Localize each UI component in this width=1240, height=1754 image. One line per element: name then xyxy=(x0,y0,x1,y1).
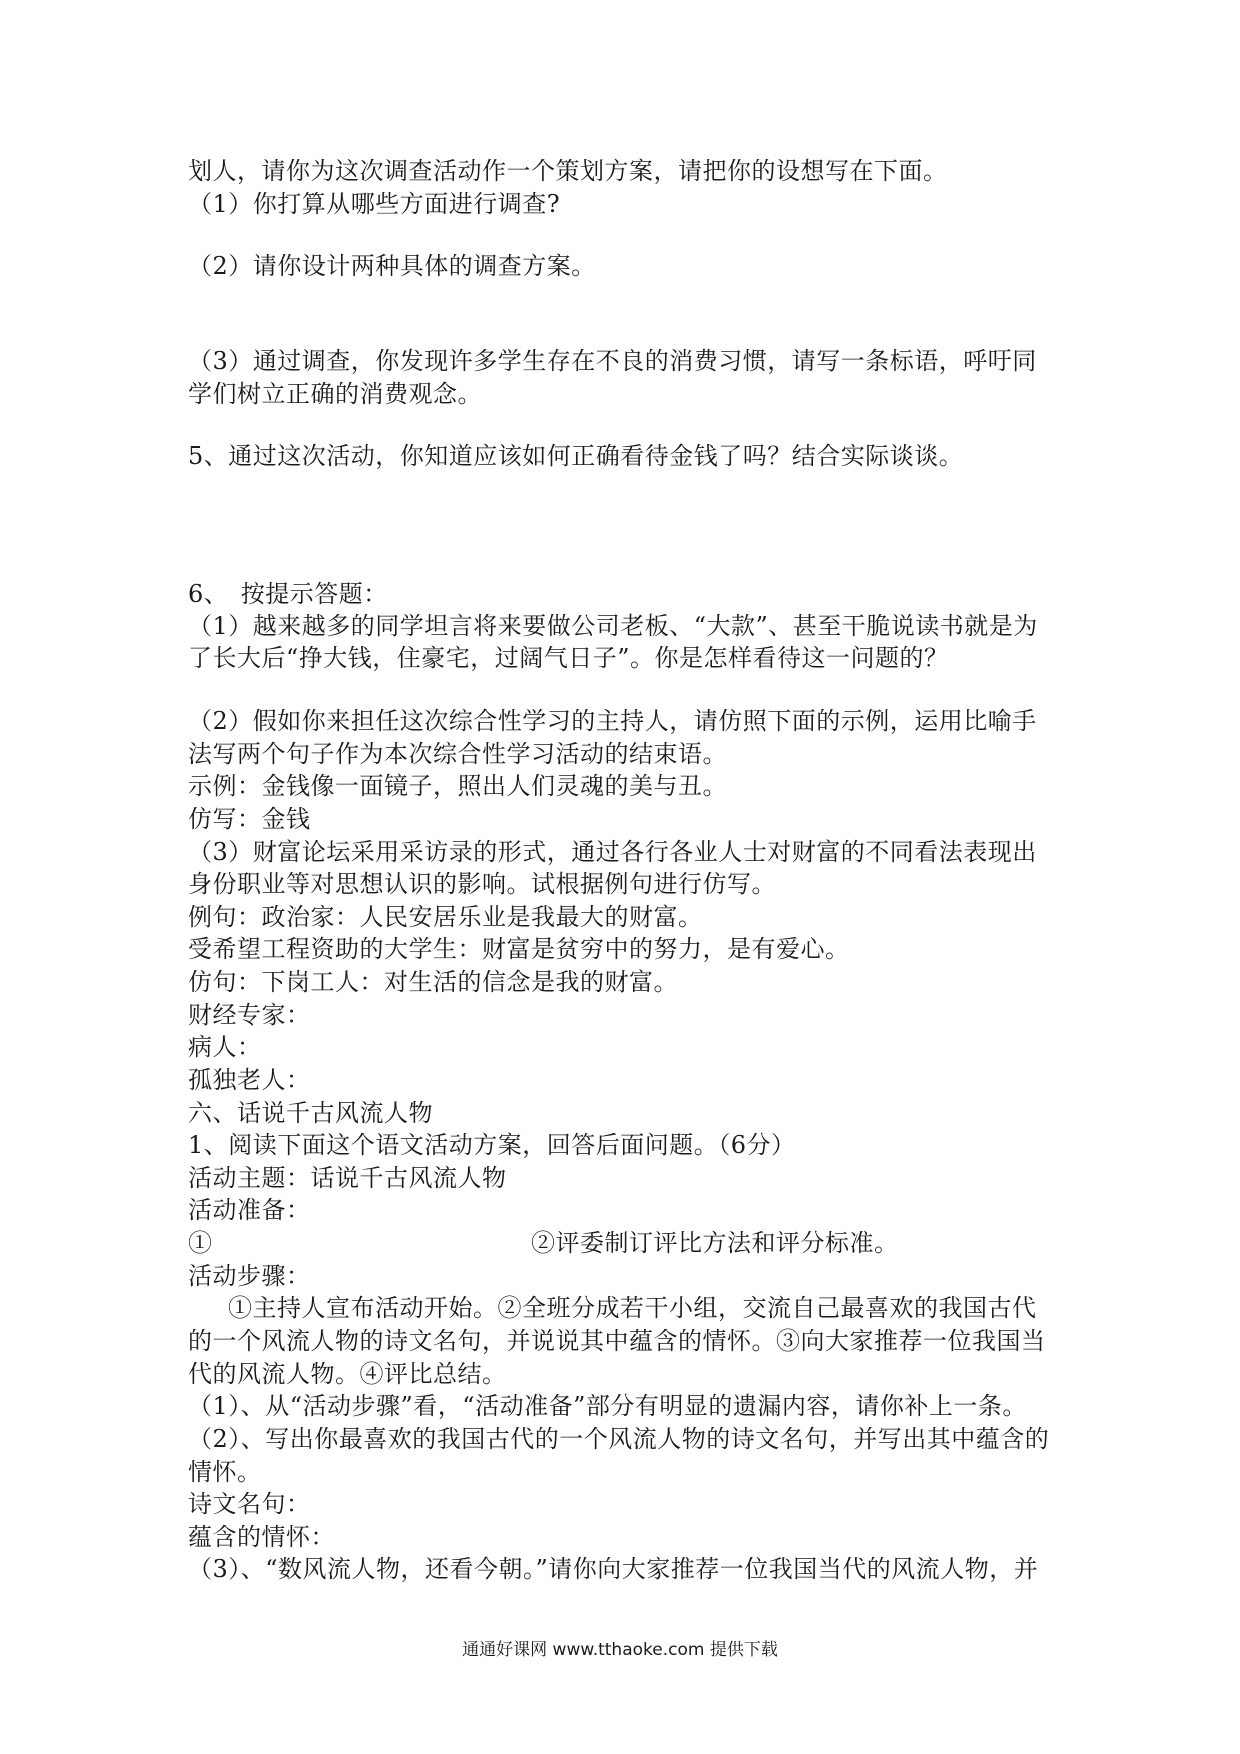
text-line: 6、 按提示答题： xyxy=(188,580,388,608)
text-line: 活动主题：话说千古风流人物 xyxy=(188,1164,507,1192)
text-line: 划人，请你为这次调查活动作一个策划方案，请把你的设想写在下面。 xyxy=(188,157,948,185)
text-line: 财经专家： xyxy=(188,1001,311,1029)
text-line: ①主持人宣布活动开始。②全班分成若干小组，交流自己最喜欢的我国古代 xyxy=(228,1294,1037,1322)
text-line: 法写两个句子作为本次综合性学习活动的结束语。 xyxy=(188,740,727,768)
page-footer: 通通好课网 www.tthaoke.com 提供下载 xyxy=(462,1640,778,1660)
text-line: 病人： xyxy=(188,1033,262,1061)
text-line: （1）越来越多的同学坦言将来要做公司老板、“大款”、甚至干脆说读书就是为 xyxy=(188,612,1038,640)
text-line: 身份职业等对思想认识的影响。试根据例句进行仿写。 xyxy=(188,870,776,898)
text-line: 示例：金钱像一面镜子，照出人们灵魂的美与丑。 xyxy=(188,772,727,800)
text-line: （3）财富论坛采用采访录的形式，通过各行各业人士对财富的不同看法表现出 xyxy=(188,838,1037,866)
text-line: 仿写：金钱 xyxy=(188,805,311,833)
text-line: 蕴含的情怀： xyxy=(188,1523,335,1551)
text-line: （1）你打算从哪些方面进行调查? xyxy=(188,190,561,218)
text-line: 情怀。 xyxy=(188,1458,262,1486)
text-line: 孤独老人： xyxy=(188,1066,311,1094)
text-line: 5、通过这次活动，你知道应该如何正确看待金钱了吗？结合实际谈谈。 xyxy=(188,442,964,470)
text-line: （2）假如你来担任这次综合性学习的主持人，请仿照下面的示例，运用比喻手 xyxy=(188,707,1037,735)
text-line: 的一个风流人物的诗文名句，并说说其中蕴含的情怀。③向大家推荐一位我国当 xyxy=(188,1327,1046,1355)
text-line: 例句：政治家：人民安居乐业是我最大的财富。 xyxy=(188,903,703,931)
text-line: ① ②评委制订评比方法和评分标准。 xyxy=(188,1229,899,1257)
text-line: 受希望工程资助的大学生：财富是贫穷中的努力，是有爱心。 xyxy=(188,935,850,963)
text-line: （2）请你设计两种具体的调查方案。 xyxy=(188,252,596,280)
text-line: 学们树立正确的消费观念。 xyxy=(188,380,482,408)
text-line: 1、阅读下面这个语文活动方案，回答后面问题。（6分） xyxy=(188,1131,796,1159)
text-line: （3）通过调查，你发现许多学生存在不良的消费习惯，请写一条标语，呼吁同 xyxy=(188,347,1037,375)
text-line: （2）、写出你最喜欢的我国古代的一个风流人物的诗文名句，并写出其中蕴含的 xyxy=(188,1425,1050,1453)
text-line: 活动准备： xyxy=(188,1196,311,1224)
text-line: 仿句：下岗工人：对生活的信念是我的财富。 xyxy=(188,968,678,996)
text-line: 了长大后“挣大钱，住豪宅，过阔气日子”。你是怎样看待这一问题的？ xyxy=(188,644,949,672)
text-line: 诗文名句： xyxy=(188,1490,311,1518)
text-line: （1）、从“活动步骤”看，“活动准备”部分有明显的遗漏内容，请你补上一条。 xyxy=(188,1392,1027,1420)
text-line: 代的风流人物。④评比总结。 xyxy=(188,1360,507,1388)
text-line: 活动步骤： xyxy=(188,1262,311,1290)
section-heading: 六、话说千古风流人物 xyxy=(188,1099,433,1127)
text-line: （3）、“数风流人物，还看今朝。”请你向大家推荐一位我国当代的风流人物，并 xyxy=(188,1555,1039,1583)
